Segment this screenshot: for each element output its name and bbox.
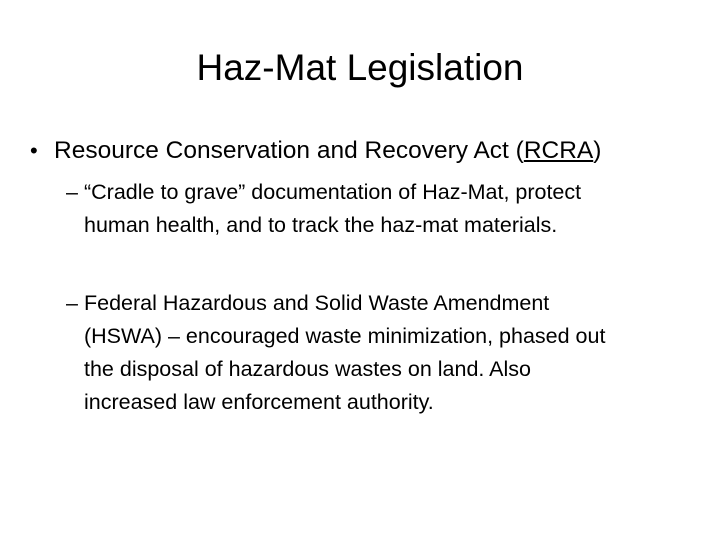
sub-item-line: “Cradle to grave” documentation of Haz-Mat, protect (84, 180, 582, 204)
dash-icon: – (66, 291, 78, 315)
sub-item-line: Federal Hazardous and Solid Waste Amendment (84, 291, 550, 315)
sub-item-line: increased law enforcement authority. (84, 390, 434, 414)
rcra-link[interactable]: RCRA (523, 137, 594, 164)
sub-item-hswa (66, 287, 711, 419)
slide-title: Haz-Mat Legislation (196, 47, 524, 88)
bullet-text-end: ) (593, 137, 602, 164)
bullet-item-rcra (30, 133, 710, 169)
sub-item-line: the disposal of hazardous wastes on land. Also (84, 357, 532, 381)
bullet-text: Resource Conservation and Recovery Act ( (54, 137, 524, 164)
sub-item-line: (HSWA) – encouraged waste minimization, phased out (84, 324, 606, 348)
bullet-icon: • (30, 138, 38, 163)
dash-icon: – (66, 180, 78, 204)
sub-item-cradle-to-grave (66, 176, 711, 242)
sub-item-line: human health, and to track the haz-mat materials. (84, 213, 558, 237)
